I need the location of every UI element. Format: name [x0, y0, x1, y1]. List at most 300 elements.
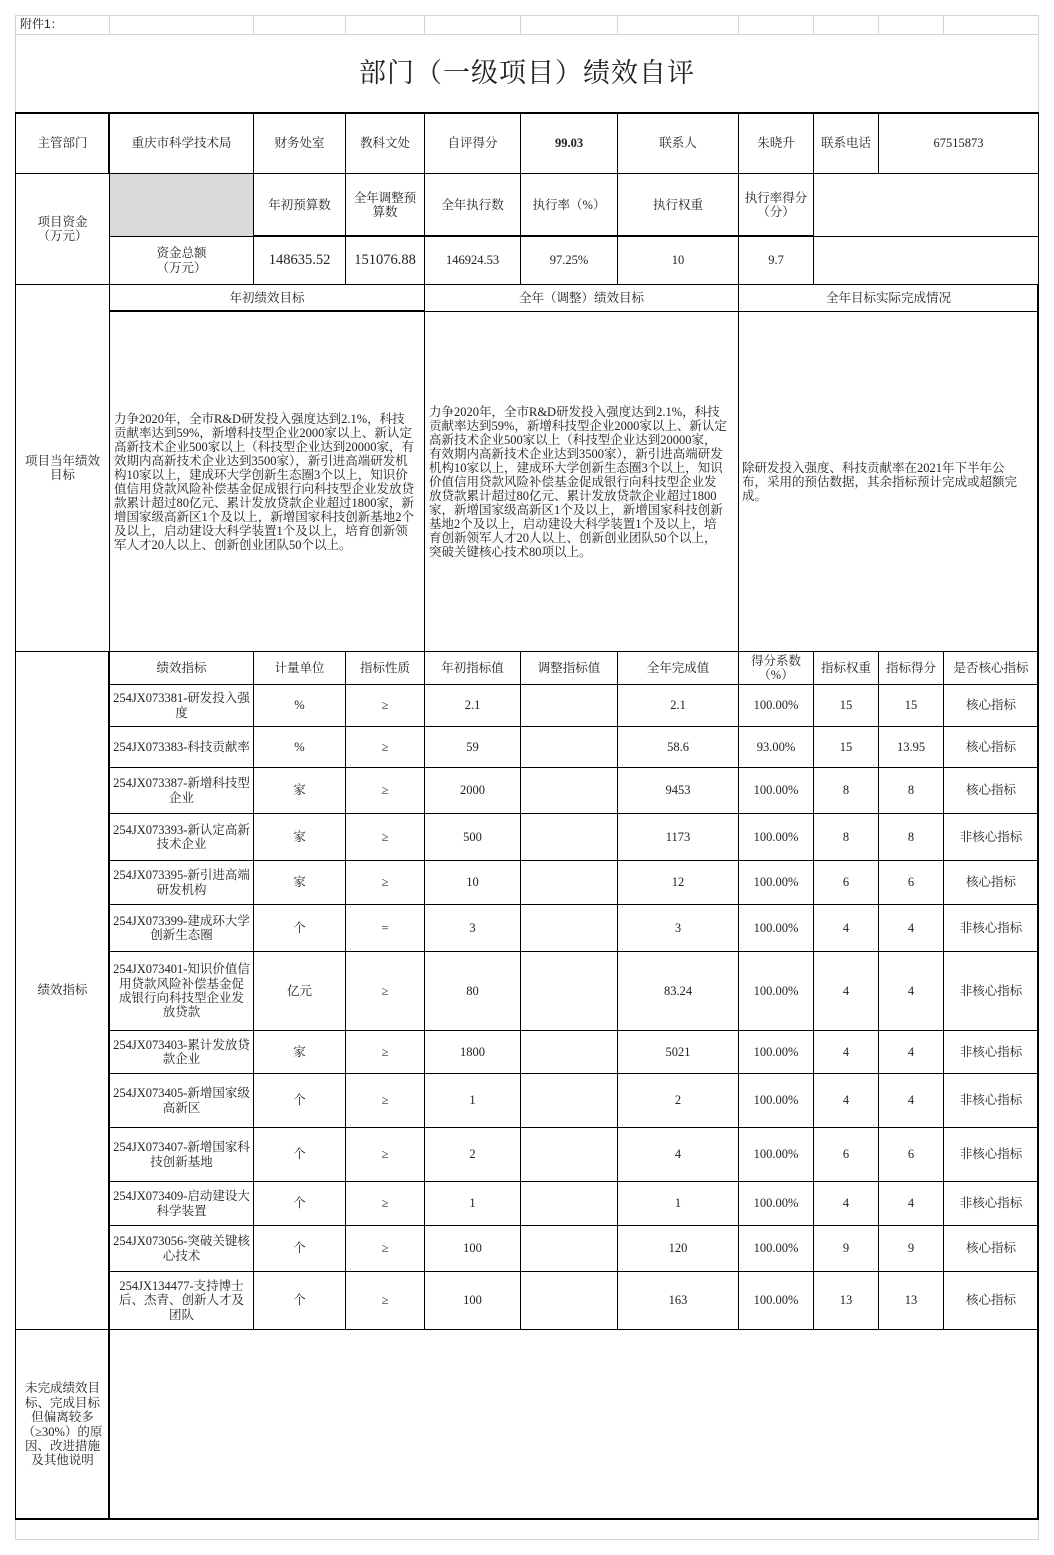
core-flag-cell-text: 非核心指标: [959, 920, 1023, 935]
funds-header-text: 全年执行数: [441, 197, 504, 212]
core-flag-cell: [943, 1225, 1039, 1272]
division-text: 教科文处: [359, 136, 410, 151]
funds-header-execution-weight: [617, 173, 739, 237]
score-cell-text: 8: [907, 783, 915, 798]
score-cell: [878, 860, 944, 905]
nature-cell-text: ≥: [381, 739, 389, 754]
unit-cell: [253, 904, 346, 952]
funds-execution-score-value: [738, 236, 814, 285]
funds-value-text: 9.7: [768, 253, 784, 268]
indicator-name-cell-text: 254JX073381-研发投入强度: [113, 691, 250, 720]
actual-value-cell-text: 58.6: [667, 739, 689, 754]
unit-cell-text: 家: [293, 1044, 306, 1059]
score-cell-text: 15: [904, 698, 918, 713]
unit-cell: [253, 951, 346, 1031]
indicators-column-header-text: 计量单位: [274, 660, 325, 675]
phone-label-text: 联系电话: [820, 136, 871, 151]
score-coefficient-cell: [738, 767, 814, 814]
actual-value-cell: [617, 1127, 739, 1182]
score-coefficient-cell-text: 100.00%: [753, 783, 799, 798]
indicators-column-header: [943, 651, 1039, 685]
indicator-name-cell: [109, 684, 254, 727]
funds-value-text: 146924.53: [445, 253, 500, 268]
indicators-column-header-text: 是否核心指标: [953, 660, 1029, 675]
empty-grid-cell: [943, 15, 1039, 35]
score-coefficient-cell: [738, 1030, 814, 1074]
score-coefficient-cell: [738, 1181, 814, 1226]
office-text: 财务处室: [274, 136, 325, 151]
weight-cell: [813, 860, 879, 905]
indicator-name-cell: [109, 1225, 254, 1272]
actual-value-cell: [617, 1073, 739, 1128]
actual-value-cell: [617, 951, 739, 1031]
funds-initial-budget-value: [253, 236, 346, 285]
empty-grid-cell: [520, 15, 618, 35]
initial-target-cell-text: 2.1: [464, 698, 481, 713]
adjusted-target-cell: [520, 1030, 618, 1074]
funds-value-text: 148635.52: [268, 252, 331, 269]
indicators-column-header: [813, 651, 879, 685]
weight-cell: [813, 951, 879, 1031]
dept-label-text: 主管部门: [37, 136, 88, 151]
funds-header-initial-budget: [253, 173, 346, 237]
phone-value-text: 67515873: [933, 136, 984, 151]
goals-initial-paragraph: 力争2020年，全市R&D研发投入强度达到2.1%，科技贡献率达到59%，新增科技型企业2000家以上、新认定高新技术企业500家以上（科技型企业达到20000家，有效期内高新技术企业达到3500家），新引进高端研发机构10家以上，建成环大学创新生态圈3个以上，知识价值信用贷款风险补偿基金促成银行向科技型企业发放贷款累计超过80亿元、累计发放贷款企业超过1800家，新增国家级高新区1个及以上，新增国家科技创新基地2个及以上，启动建设大科学装置1个及以上，培育创新领军人才20人以上、创新创业团队50个以上。: [114, 411, 415, 552]
empty-grid-cell: [424, 15, 521, 35]
nature-cell: [345, 767, 425, 814]
adjusted-target-cell: [520, 1127, 618, 1182]
column-divider: [108, 113, 110, 173]
goals-actual-paragraph: 除研发投入强度、科技贡献率在2021年下半年公布，采用的预估数据，其余指标预计完成或超额完成。: [742, 460, 1018, 503]
dept-label: [15, 113, 110, 174]
score-cell-text: 4: [907, 1093, 915, 1108]
goals-header-text: 年初绩效目标: [229, 290, 305, 305]
adjusted-target-cell: [520, 1225, 618, 1272]
core-flag-cell-text: 核心指标: [965, 875, 1016, 890]
funds-adjusted-budget-value: [345, 236, 425, 285]
weight-cell: [813, 726, 879, 768]
initial-target-cell-text: 1: [469, 1093, 476, 1108]
initial-target-cell-text: 1800: [460, 1044, 485, 1059]
goals-header-actual: [738, 284, 1039, 312]
indicators-column-header: [520, 651, 618, 685]
indicators-label-text: 绩效指标: [37, 983, 88, 998]
score-cell-text: 4: [907, 920, 915, 935]
weight-cell-text: 15: [839, 739, 853, 754]
actual-value-cell-text: 9453: [665, 783, 691, 798]
actual-value-cell: [617, 813, 739, 861]
table-right-border: [1037, 284, 1039, 1520]
funds-execution-weight-value: [617, 236, 739, 285]
initial-target-cell: [424, 1073, 521, 1128]
row-divider: [253, 235, 814, 237]
weight-cell: [813, 904, 879, 952]
actual-value-cell-text: 83.24: [663, 983, 693, 998]
core-flag-cell-text: 非核心指标: [959, 1093, 1023, 1108]
weight-cell-text: 4: [842, 1044, 850, 1059]
indicator-name-cell-text: 254JX073387-新增科技型企业: [113, 776, 250, 805]
actual-value-cell-text: 120: [668, 1241, 688, 1256]
adjusted-target-cell: [520, 951, 618, 1031]
nature-cell-text: ≥: [381, 783, 389, 798]
score-coefficient-cell-text: 100.00%: [753, 1093, 799, 1108]
indicators-column-header: [617, 651, 739, 685]
core-flag-cell-text: 核心指标: [965, 1293, 1016, 1308]
initial-target-cell: [424, 904, 521, 952]
indicators-column-header-text: 指标权重: [820, 660, 871, 675]
score-cell-text: 6: [907, 875, 915, 890]
unit-cell: [253, 684, 346, 727]
indicator-name-cell: [109, 904, 254, 952]
score-cell-text: 4: [907, 1044, 915, 1059]
core-flag-cell: [943, 860, 1039, 905]
unit-cell: [253, 1181, 346, 1226]
indicator-name-cell: [109, 1271, 254, 1330]
weight-cell: [813, 767, 879, 814]
indicators-column-header-text: 全年完成值: [646, 660, 710, 675]
core-flag-cell: [943, 813, 1039, 861]
nature-cell-text: ≥: [381, 1044, 389, 1059]
core-flag-cell: [943, 1181, 1039, 1226]
indicator-name-cell-text: 254JX073395-新引进高端研发机构: [113, 868, 250, 897]
initial-target-cell-text: 2: [469, 1147, 476, 1162]
contact-value: [738, 113, 814, 174]
column-divider: [108, 651, 110, 1519]
score-cell-text: 13: [904, 1293, 918, 1308]
unit-cell-text: 个: [293, 1196, 306, 1211]
score-cell: [878, 726, 944, 768]
score-cell-text: 9: [907, 1241, 915, 1256]
shaded-empty-cell: [109, 173, 254, 237]
funds-value-text: 151076.88: [354, 252, 416, 269]
indicators-column-header-text: 得分系数（%）: [750, 653, 801, 682]
score-coefficient-cell: [738, 1127, 814, 1182]
indicator-name-cell: [109, 1030, 254, 1074]
indicator-name-cell: [109, 860, 254, 905]
funds-executed-value: [424, 236, 521, 285]
nature-cell-text: ≥: [381, 1293, 389, 1308]
nature-cell: [345, 1271, 425, 1330]
nature-cell: [345, 726, 425, 768]
score-coefficient-cell-text: 100.00%: [753, 1293, 799, 1308]
indicators-column-header-text: 调整指标值: [537, 660, 601, 675]
initial-target-cell: [424, 684, 521, 727]
goals-header-initial: [109, 284, 425, 312]
nature-cell-text: ≥: [381, 698, 389, 713]
actual-value-cell: [617, 860, 739, 905]
core-flag-cell: [943, 684, 1039, 727]
nature-cell: [345, 1225, 425, 1272]
unit-cell-text: 个: [293, 1093, 306, 1108]
core-flag-cell-text: 核心指标: [965, 698, 1016, 713]
remarks-label: [15, 1329, 110, 1520]
adjusted-target-cell: [520, 813, 618, 861]
indicator-name-cell-text: 254JX073403-累计发放贷款企业: [113, 1037, 250, 1066]
empty-grid-cell: [878, 15, 944, 35]
score-cell: [878, 1225, 944, 1272]
score-value-text: 99.03: [554, 136, 584, 151]
indicators-column-header-text: 绩效指标: [156, 660, 207, 675]
nature-cell: [345, 1181, 425, 1226]
unit-cell: [253, 767, 346, 814]
score-coefficient-cell-text: 93.00%: [756, 739, 796, 754]
weight-cell: [813, 813, 879, 861]
weight-cell-text: 9: [842, 1241, 850, 1256]
nature-cell: [345, 951, 425, 1031]
contact-value-text: 朱晓升: [757, 136, 795, 151]
indicator-name-cell: [109, 1181, 254, 1226]
score-cell-text: 6: [907, 1147, 915, 1162]
nature-cell-text: ≥: [381, 829, 389, 844]
weight-cell-text: 4: [842, 1196, 850, 1211]
weight-cell-text: 8: [842, 783, 850, 798]
nature-cell-text: =: [381, 920, 389, 935]
actual-value-cell-text: 12: [671, 875, 685, 890]
initial-target-cell: [424, 726, 521, 768]
actual-value-cell: [617, 1271, 739, 1330]
indicator-name-cell: [109, 726, 254, 768]
initial-target-cell-text: 80: [466, 983, 479, 998]
page-title-text: 部门（一级项目）绩效自评: [359, 58, 695, 89]
unit-cell-text: 个: [293, 1147, 306, 1162]
weight-cell-text: 15: [839, 698, 853, 713]
score-cell: [878, 1127, 944, 1182]
weight-cell-text: 4: [842, 920, 850, 935]
weight-cell-text: 6: [842, 1147, 850, 1162]
score-coefficient-cell-text: 100.00%: [753, 829, 799, 844]
core-flag-cell: [943, 1030, 1039, 1074]
unit-cell: [253, 813, 346, 861]
funds-total-label: [109, 236, 254, 285]
goals-header-text: 全年目标实际完成情况: [825, 290, 951, 305]
weight-cell-text: 4: [842, 983, 850, 998]
score-coefficient-cell: [738, 726, 814, 768]
score-coefficient-cell: [738, 860, 814, 905]
initial-target-cell: [424, 1225, 521, 1272]
nature-cell-text: ≥: [381, 1147, 389, 1162]
initial-target-cell-text: 100: [463, 1293, 482, 1308]
score-label-text: 自评得分: [447, 136, 498, 151]
goals-label-text: 项目当年绩效目标: [24, 453, 100, 482]
initial-target-cell: [424, 951, 521, 1031]
unit-cell: [253, 1030, 346, 1074]
table-top-border: [15, 112, 1039, 114]
actual-value-cell-text: 3: [674, 920, 682, 935]
unit-cell-text: %: [294, 698, 305, 713]
score-cell: [878, 904, 944, 952]
actual-value-cell-text: 5021: [665, 1044, 691, 1059]
core-flag-cell-text: 非核心指标: [959, 1196, 1023, 1211]
initial-target-cell: [424, 1181, 521, 1226]
funds-total-label-text: 资金总额 （万元）: [156, 246, 207, 275]
actual-value-cell-text: 2.1: [670, 698, 686, 713]
score-coefficient-cell: [738, 1271, 814, 1330]
score-value: [520, 113, 618, 174]
funds-header-executed: [424, 173, 521, 237]
adjusted-target-cell: [520, 767, 618, 814]
indicator-name-cell: [109, 1127, 254, 1182]
actual-value-cell-text: 163: [668, 1293, 688, 1308]
nature-cell-text: ≥: [381, 1241, 389, 1256]
funds-value-text: 97.25%: [549, 253, 589, 268]
indicators-column-header: [109, 651, 254, 685]
score-coefficient-cell: [738, 1225, 814, 1272]
row-divider: [109, 310, 425, 312]
initial-target-cell: [424, 813, 521, 861]
empty-grid-cell: [109, 15, 254, 35]
empty-grid-cell: [813, 15, 879, 35]
goals-adjusted-paragraph: 力争2020年，全市R&D研发投入强度达到2.1%，科技贡献率达到59%，新增科技型企业2000家以上、新认定高新技术企业500家以上（科技型企业达到20000家，有效期内高新技术企业达到3500家），新引进高端研发机构10家以上，建成环大学创新生态圈3个以上，知识价值信用贷款风险补偿基金促成银行向科技型企业发放贷款累计超过80亿元、累计发放贷款企业超过1800家，新增国家级高新区1个及以上，新增国家科技创新基地2个及以上，启动建设大科学装置1个及以上，培育创新领军人才20人以上、创新创业团队50个以上，突破关键核心技术80项以上。: [429, 404, 727, 559]
empty-grid-row: [15, 1519, 1039, 1540]
phone-value: [878, 113, 1039, 174]
page-title: [15, 34, 1039, 114]
core-flag-cell: [943, 951, 1039, 1031]
remarks-label-text: 未完成绩效目标、完成目标但偏离较多（≥30%）的原因、改进措施及其他说明: [22, 1381, 103, 1468]
core-flag-cell-text: 非核心指标: [959, 983, 1023, 998]
adjusted-target-cell: [520, 684, 618, 727]
unit-cell-text: 家: [293, 875, 306, 890]
core-flag-cell: [943, 1073, 1039, 1128]
funds-header-text: 年初预算数: [268, 197, 331, 212]
weight-cell: [813, 1225, 879, 1272]
score-cell: [878, 1181, 944, 1226]
goals-label: [15, 284, 110, 652]
nature-cell: [345, 1030, 425, 1074]
indicators-column-header: [424, 651, 521, 685]
remarks-content: [109, 1329, 1039, 1520]
weight-cell: [813, 1030, 879, 1074]
score-coefficient-cell-text: 100.00%: [753, 983, 799, 998]
weight-cell-text: 13: [839, 1293, 853, 1308]
score-cell: [878, 813, 944, 861]
initial-target-cell-text: 59: [466, 739, 479, 754]
nature-cell-text: ≥: [381, 1196, 389, 1211]
weight-cell: [813, 1127, 879, 1182]
nature-cell-text: ≥: [381, 875, 389, 890]
score-label: [424, 113, 521, 174]
unit-cell-text: 个: [293, 920, 306, 935]
score-coefficient-cell-text: 100.00%: [753, 1241, 799, 1256]
core-flag-cell: [943, 1271, 1039, 1330]
unit-cell: [253, 1225, 346, 1272]
initial-target-cell-text: 100: [463, 1241, 482, 1256]
actual-value-cell: [617, 726, 739, 768]
nature-cell: [345, 1073, 425, 1128]
nature-cell-text: ≥: [381, 983, 389, 998]
funds-header-text: 执行权重: [652, 197, 703, 212]
score-coefficient-cell-text: 100.00%: [753, 698, 799, 713]
funds-header-execution-score: [738, 173, 814, 237]
weight-cell-text: 4: [842, 1093, 850, 1108]
unit-cell-text: 个: [293, 1293, 306, 1308]
nature-cell: [345, 904, 425, 952]
division-value: [345, 113, 425, 174]
weight-cell-text: 6: [842, 875, 850, 890]
score-coefficient-cell: [738, 813, 814, 861]
initial-target-cell: [424, 1271, 521, 1330]
indicator-name-cell-text: 254JX134477-支持博士后、杰青、创新人才及团队: [118, 1278, 244, 1322]
indicator-name-cell-text: 254JX073401-知识价值信用贷款风险补偿基金促成银行向科技型企业发放贷款: [113, 962, 250, 1020]
score-coefficient-cell: [738, 684, 814, 727]
initial-target-cell: [424, 1030, 521, 1074]
nature-cell: [345, 684, 425, 727]
score-cell-text: 4: [907, 1196, 915, 1211]
phone-label: [813, 113, 879, 174]
indicators-column-header: [878, 651, 944, 685]
unit-cell-text: 家: [293, 783, 306, 798]
core-flag-cell-text: 核心指标: [965, 739, 1016, 754]
nature-cell: [345, 1127, 425, 1182]
funds-header-text: 执行率得分（分）: [744, 190, 808, 219]
indicator-name-cell: [109, 1073, 254, 1128]
weight-cell: [813, 1271, 879, 1330]
adjusted-target-cell: [520, 860, 618, 905]
score-coefficient-cell: [738, 1073, 814, 1128]
contact-label-text: 联系人: [659, 136, 697, 151]
adjusted-target-cell: [520, 1271, 618, 1330]
empty-cell: [813, 173, 1039, 237]
weight-cell-text: 8: [842, 829, 850, 844]
office-value: [253, 113, 346, 174]
initial-target-cell-text: 2000: [460, 783, 485, 798]
contact-label: [617, 113, 739, 174]
actual-value-cell: [617, 1181, 739, 1226]
indicator-name-cell-text: 254JX073383-科技贡献率: [113, 739, 250, 754]
core-flag-cell-text: 核心指标: [965, 1241, 1016, 1256]
indicators-column-header: [253, 651, 346, 685]
initial-target-cell-text: 10: [466, 875, 479, 890]
score-cell: [878, 1030, 944, 1074]
weight-cell: [813, 684, 879, 727]
core-flag-cell: [943, 904, 1039, 952]
indicator-name-cell-text: 254JX073409-启动建设大科学装置: [113, 1189, 250, 1218]
unit-cell-text: %: [294, 739, 305, 754]
funds-execution-rate-value: [520, 236, 618, 285]
actual-value-cell-text: 4: [674, 1147, 682, 1162]
core-flag-cell-text: 非核心指标: [959, 1147, 1023, 1162]
score-cell: [878, 1073, 944, 1128]
unit-cell: [253, 726, 346, 768]
score-cell-text: 13.95: [896, 739, 926, 754]
score-coefficient-cell-text: 100.00%: [753, 1044, 799, 1059]
goals-initial-text: [109, 311, 425, 652]
funds-header-text: 全年调整预算数: [353, 190, 417, 219]
score-coefficient-cell-text: 100.00%: [753, 1196, 799, 1211]
score-cell: [878, 1271, 944, 1330]
initial-target-cell-text: 1: [469, 1196, 476, 1211]
actual-value-cell-text: 1: [674, 1196, 682, 1211]
core-flag-cell-text: 非核心指标: [959, 829, 1023, 844]
actual-value-cell-text: 2: [674, 1093, 682, 1108]
indicator-name-cell-text: 254JX073393-新认定高新技术企业: [113, 822, 250, 851]
initial-target-cell-text: 3: [469, 920, 476, 935]
score-cell-text: 4: [907, 983, 915, 998]
unit-cell-text: 家: [293, 829, 306, 844]
funds-label: [15, 173, 110, 285]
core-flag-cell: [943, 767, 1039, 814]
adjusted-target-cell: [520, 904, 618, 952]
score-coefficient-cell: [738, 904, 814, 952]
core-flag-cell: [943, 726, 1039, 768]
weight-cell: [813, 1181, 879, 1226]
score-cell: [878, 951, 944, 1031]
weight-cell: [813, 1073, 879, 1128]
empty-grid-cell: [253, 15, 346, 35]
indicator-name-cell-text: 254JX073056-突破关键核心技术: [113, 1234, 250, 1263]
unit-cell: [253, 1073, 346, 1128]
indicators-column-header-text: 指标性质: [359, 660, 410, 675]
indicators-label: [15, 651, 110, 1330]
